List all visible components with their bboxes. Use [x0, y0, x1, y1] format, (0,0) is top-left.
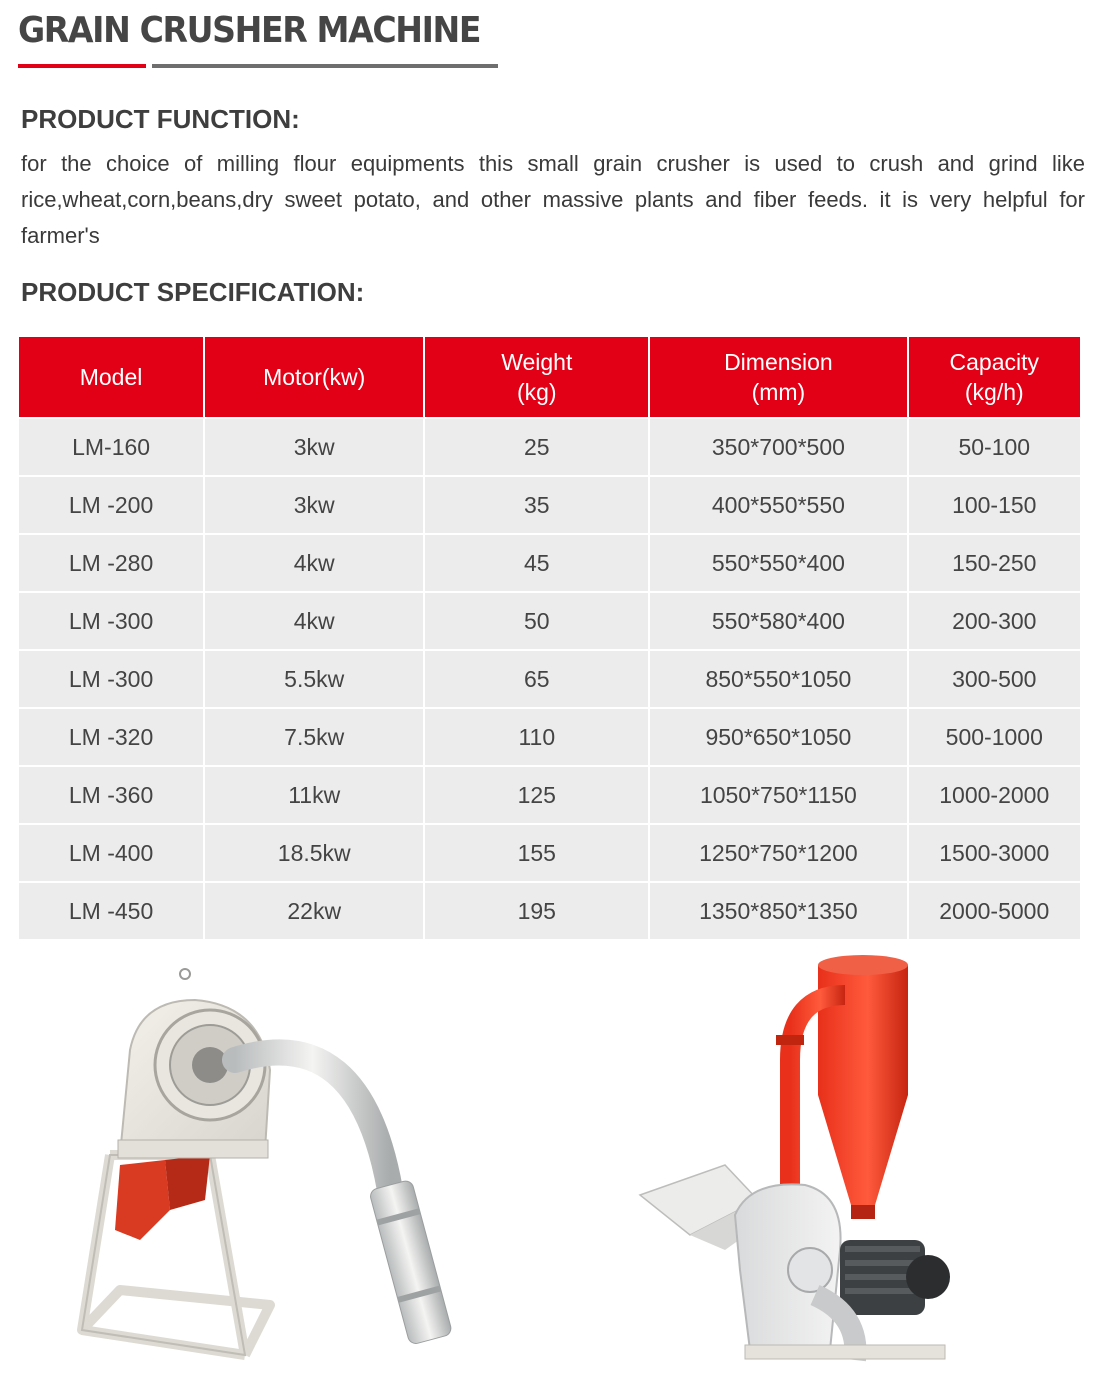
cell-model: LM -300 — [19, 593, 203, 651]
table-row — [19, 883, 1080, 939]
cell-weight: 45 — [425, 535, 648, 593]
cell-dimension: 1350*850*1350 — [650, 883, 906, 939]
cell-capacity: 1000-2000 — [909, 767, 1080, 825]
table-row — [19, 825, 1080, 883]
cell-motor: 7.5kw — [205, 709, 423, 767]
cell-capacity: 50-100 — [909, 419, 1080, 477]
red-hammer-mill-cyclone-photo — [630, 950, 960, 1370]
table-row — [19, 767, 1080, 825]
cell-capacity: 200-300 — [909, 593, 1080, 651]
cell-weight: 195 — [425, 883, 648, 939]
cell-dimension: 550*550*400 — [650, 535, 906, 593]
cell-weight: 110 — [425, 709, 648, 767]
header-dimension — [650, 337, 906, 419]
cell-dimension: 350*700*500 — [650, 419, 906, 477]
table-row — [19, 593, 1080, 651]
title-underline-red — [18, 64, 146, 68]
cell-capacity: 1500-3000 — [909, 825, 1080, 883]
cell-motor: 3kw — [205, 477, 423, 535]
header-model-label: Model — [79, 364, 143, 390]
product-function-heading: PRODUCT FUNCTION: — [21, 104, 300, 134]
header-motor-label: Motor(kw) — [263, 364, 366, 390]
cell-dimension: 1250*750*1200 — [650, 825, 906, 883]
cell-weight: 155 — [425, 825, 648, 883]
cell-motor: 4kw — [205, 593, 423, 651]
cell-model: LM -300 — [19, 651, 203, 709]
header-dimension-unit: (mm) — [751, 379, 806, 405]
cell-capacity: 500-1000 — [909, 709, 1080, 767]
table-row — [19, 651, 1080, 709]
cell-dimension: 1050*750*1150 — [650, 767, 906, 825]
cell-weight: 25 — [425, 419, 648, 477]
header-weight — [425, 337, 648, 419]
cell-weight: 65 — [425, 651, 648, 709]
table-header-row — [19, 337, 1080, 419]
specification-table — [17, 337, 1082, 939]
cell-motor: 4kw — [205, 535, 423, 593]
cell-dimension: 550*580*400 — [650, 593, 906, 651]
cell-motor: 11kw — [205, 767, 423, 825]
cell-dimension: 400*550*550 — [650, 477, 906, 535]
cell-weight: 35 — [425, 477, 648, 535]
cell-weight: 50 — [425, 593, 648, 651]
header-capacity — [909, 337, 1080, 419]
cell-capacity: 300-500 — [909, 651, 1080, 709]
header-motor — [205, 337, 423, 419]
cell-model: LM -400 — [19, 825, 203, 883]
cell-model: LM -280 — [19, 535, 203, 593]
product-specification-heading: PRODUCT SPECIFICATION: — [21, 277, 365, 307]
cell-model: LM-160 — [19, 419, 203, 477]
page-title: GRAIN CRUSHER MACHINE — [18, 10, 481, 51]
header-model — [19, 337, 203, 419]
cell-model: LM -450 — [19, 883, 203, 939]
table-row — [19, 477, 1080, 535]
white-pulverizer-photo — [60, 960, 500, 1370]
header-capacity-unit: (kg/h) — [964, 379, 1024, 405]
cell-model: LM -320 — [19, 709, 203, 767]
cell-model: LM -200 — [19, 477, 203, 535]
cell-motor: 3kw — [205, 419, 423, 477]
cell-capacity: 2000-5000 — [909, 883, 1080, 939]
table-row — [19, 535, 1080, 593]
cell-motor: 5.5kw — [205, 651, 423, 709]
cell-weight: 125 — [425, 767, 648, 825]
header-dimension-label: Dimension — [724, 349, 833, 375]
title-underline-grey — [152, 64, 498, 68]
table-row — [19, 419, 1080, 477]
cell-dimension: 950*650*1050 — [650, 709, 906, 767]
header-capacity-label: Capacity — [949, 349, 1040, 375]
cell-capacity: 100-150 — [909, 477, 1080, 535]
header-weight-unit: (kg) — [516, 379, 557, 405]
cell-motor: 22kw — [205, 883, 423, 939]
header-weight-label: Weight — [501, 349, 573, 375]
product-function-text: for the choice of milling flour equipments this small grain crusher is used to crush and grind like rice,wheat,corn,beans,dry sweet potato, and other massive plants and fiber feeds. it is very helpful for farmer's — [21, 151, 1085, 248]
cell-dimension: 850*550*1050 — [650, 651, 906, 709]
cell-model: LM -360 — [19, 767, 203, 825]
cell-capacity: 150-250 — [909, 535, 1080, 593]
cell-motor: 18.5kw — [205, 825, 423, 883]
table-row — [19, 709, 1080, 767]
